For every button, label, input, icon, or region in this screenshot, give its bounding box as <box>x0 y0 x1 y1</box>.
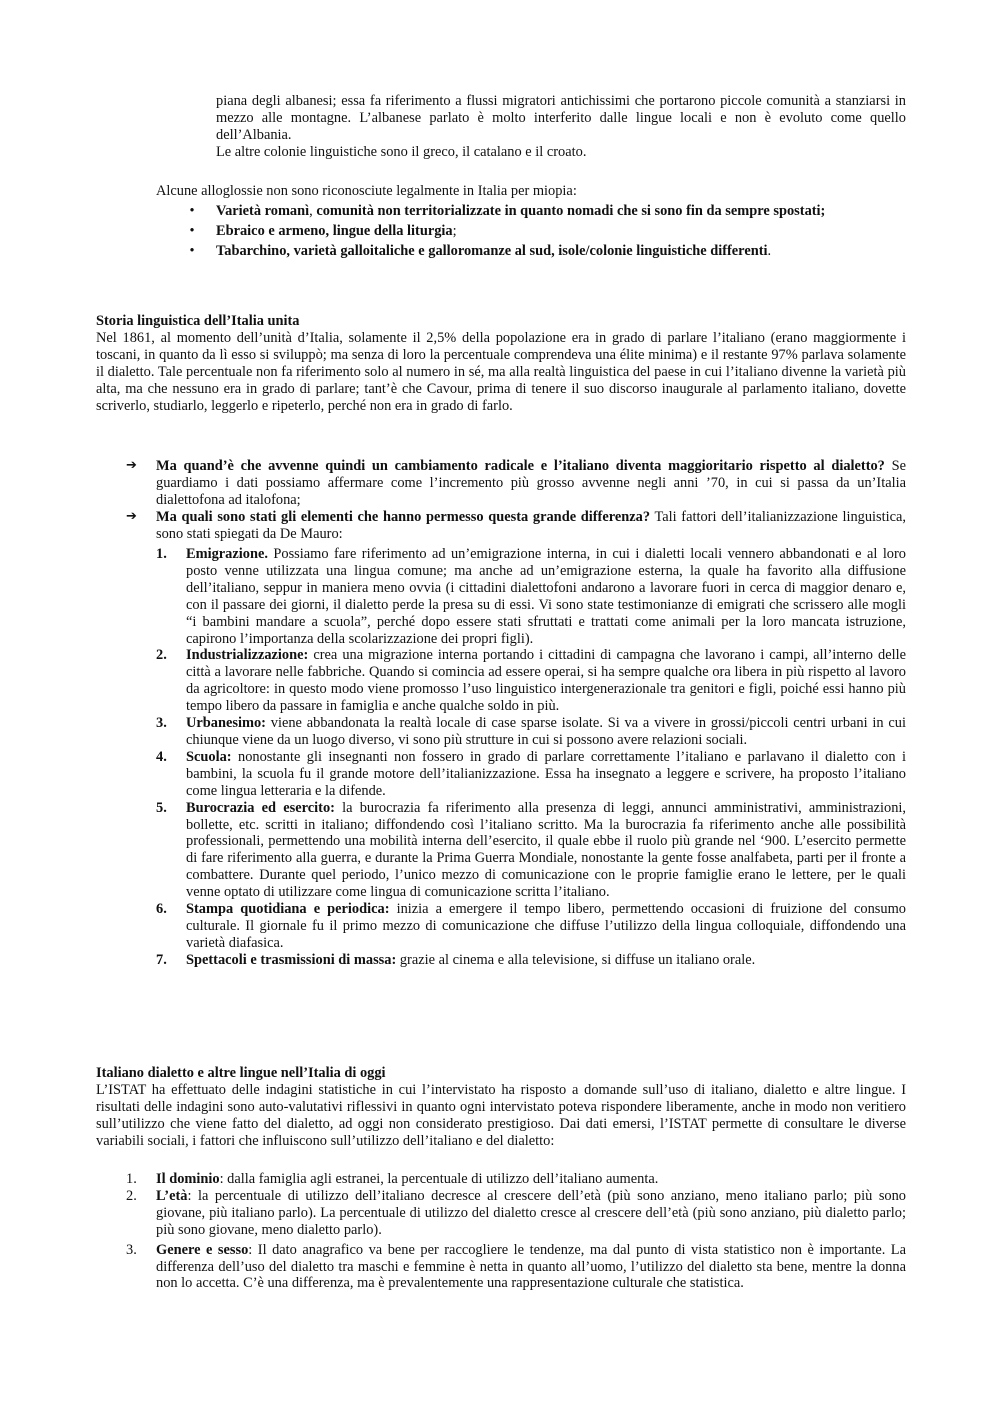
list-item <box>189 242 906 260</box>
item-title: L’età <box>156 1187 188 1204</box>
list-item <box>156 901 906 952</box>
list-item <box>156 799 906 901</box>
item-text: : la percentuale di utilizzo dell’italiano decresce al crescere dell’età (più sono anziano, meno italiano parlo; più sono giovane, più italiano parlo). La percentuale di utilizzo del dialetto cresce al crescere dell’età (più sono anziano, più dialetto parlo; più sono giovane, meno dialetto parlo). <box>156 1187 906 1238</box>
alloglossie-lead: Alcune alloglossie non sono riconosciute legalmente in Italia per miopia: <box>156 183 577 199</box>
item-number: 1. <box>156 546 167 562</box>
item-title: Stampa quotidiana e periodica: <box>186 901 390 918</box>
item-text: , <box>309 203 317 219</box>
item-bold: Ebraico e armeno, lingue della liturgia <box>216 222 453 239</box>
question-item <box>126 508 906 543</box>
list-item <box>126 1171 906 1188</box>
question-bold: Ma quand’è che avvenne quindi un cambiamento radicale e l’italiano diventa maggioritario rispetto al dialetto? <box>156 458 885 474</box>
item-number: 6. <box>156 901 167 918</box>
item-number: 7. <box>156 951 167 968</box>
item-title: Burocrazia ed esercito: <box>186 799 335 816</box>
item-title: Genere e sesso <box>156 1241 249 1258</box>
list-item <box>156 715 906 749</box>
item-text: : Il dato anagrafico va bene per raccogliere le tendenze, ma dal punto di vista statistico non è importante. La differenza dell’uso del dialetto tra maschi e femmine è netta in quanto all’uomo, l’utilizzo del dialetto sta bene, mentre la donna non lo accetta. C’è una differenza, ma è prevalentemente una rappresentazione culturale che statistica. <box>156 1241 906 1292</box>
item-number: 2. <box>156 647 167 664</box>
item-text: : dalla famiglia agli estranei, la percentuale di utilizzo dell’italiano aumenta. <box>219 1171 659 1187</box>
item-number: 3. <box>126 1241 137 1258</box>
list-item <box>156 748 906 800</box>
item-text: inizia a emergere il tempo libero, permettendo occasioni di fruizione del consumo culturale. Il giornale fu il primo mezzo di comunicazione che diffuse l’utilizzo della lingua colloquiale, diffondendo una varietà diafasica. <box>186 901 906 951</box>
item-text: ; <box>452 222 457 239</box>
item-title: Scuola: <box>186 748 232 765</box>
intro-paragraph: piana degli albanesi; essa fa riferimento a flussi migratori antichissimi che portarono piccole comunità a stanziarsi in mezzo alle montagne. L’albanese parlato è molto interferito dalle lingue locali e non è evoluto come quello dell’Albania. <box>216 93 906 143</box>
oggi-section <box>96 1065 906 1150</box>
item-title: Spettacoli e trasmissioni di massa: <box>186 951 397 968</box>
item-text: nonostante gli insegnanti non fossero in grado di parlare correttamente l’italiano e parlavano il dialetto con i bambini, la scuola fu il grande motore dell’italianizzazione. Essa ha insegnato a leggere e scrivere, ha proposto l’italiano come lingua letteraria e la difende. <box>186 748 906 799</box>
item-number: 2. <box>126 1187 137 1204</box>
oggi-paragraph: L’ISTAT ha effettuato delle indagini statistiche in cui l’intervistato ha risposto a domande sull’uso di italiano, dialetto e altre lingue. I risultati delle indagini sono auto-valutativi riflessivi in quanto ogni intervistato poteva rispondere liberamente, anche in modo non veritiero sull’utilizzo che viene fatto del dialetto, ad oggi non considerato prestigioso. Dai dati emersi, l’ISTAT permette di consultare le diverse variabili sociali, i fattori che influiscono sull’utilizzo dell’italiano e del dialetto: <box>96 1081 906 1149</box>
storia-paragraph: Nel 1861, al momento dell’unità d’Italia, solamente il 2,5% della popolazione era in grado di parlare l’italiano (erano maggiormente i toscani, in quanto da lì esso si sviluppò; ma senza di loro la percentuale comprendeva una élite minima) e il restante 97% parlava solamente il dialetto. Tale percentuale non fa riferimento solo al numero in sé, ma alla realtà linguistica del paese in cui l’italiano divenne la varietà più alta, ma che nessuno era in grado di parlare; tant’è che Cavour, prima di tenere il suo discorso inaugurale al parlamento italiano, dovette scriverlo, studiarlo, leggerlo e ripeterlo, perché non era in grado di farlo. <box>96 329 906 414</box>
bullet-icon: • <box>189 203 195 219</box>
item-title: Il dominio <box>156 1171 220 1187</box>
list-item <box>156 951 906 969</box>
list-item <box>126 1187 906 1239</box>
bullet-icon: • <box>189 222 195 239</box>
intro-section <box>216 93 906 161</box>
storia-section <box>96 313 906 414</box>
item-text: Possiamo fare riferimento ad un’emigrazione interna, in cui i dialetti locali vennero abbandonati e al loro posto venne utilizzata una lingua comune; ma anche ad un’emigrazione esterna, la quale ha favorito alla diffusione dell’italiano, seppur in maniera meno ovvia (i cittadini dialettofoni andarono a lavorare fuori in cerca di maggior denaro e, con il passare dei giorni, il dialetto perde la presa su di essi. Vi sono state testimonianze di emigrati che scrissero alle mogli “i bambini mandare a scuola”, perché dopo essere stati sfruttati e trattati come animali per la loro mancata istruzione, capirono l’importanza della scolarizzazione dei propri figli). <box>186 546 906 647</box>
section-heading: Storia linguistica dell’Italia unita <box>96 313 300 329</box>
intro-paragraph-2: Le altre colonie linguistiche sono il greco, il catalano e il croato. <box>216 143 587 160</box>
item-text: crea una migrazione interna portando i cittadini di campagna che lavorano i campi, all’interno delle città a lavorare nelle fabbriche. Quando si comincia ad essere operai, si ha sempre qualche ora libera in più rispetto al lavoro da agricoltore: in questo modo viene promosso l’uso linguistico intergenerazionale tra genitori e figli, poiché essi hanno più tempo libero da passare in famiglia e anche qualche soldo in più. <box>186 647 906 715</box>
item-text: grazie al cinema e alla televisione, si diffuse un italiano orale. <box>396 951 756 968</box>
item-title: Emigrazione. <box>186 546 268 562</box>
item-number: 3. <box>156 715 167 732</box>
alloglossie-section <box>156 183 906 200</box>
item-number: 5. <box>156 799 167 816</box>
item-text: la burocrazia fa riferimento alla presenza di leggi, annunci amministrativi, amministrazioni, bollette, etc. scritti in italiano; diffondendo così l’italiano scritto. Ma la burocrazia fa riferimento anche alle possibilità professionali, permettendo una mobilità interna dell’esercito, il quale ebbe il ruolo più grande nel ‘900. L’esercito permette di fare riferimento alla guerra, e durante la Prima Guerra Mondiale, nonostante la gente fosse analfabeta, parti per il fronte a combattere. Durante quel periodo, l’unico mezzo di comunicazione con le proprie famiglie erano le lettere, per le quali venne optato di utilizzare come lingua di comunicazione scritta l’italiano. <box>186 799 906 901</box>
item-bold-2: comunità non territorializzate in quanto nomadi che si sono fin da sempre spostati; <box>316 203 826 219</box>
item-bold: Tabarchino, varietà galloitaliche e galloromanze al sud, isole/colonie linguistiche differenti <box>216 242 768 259</box>
section-heading: Italiano dialetto e altre lingue nell’Italia di oggi <box>96 1065 386 1081</box>
oggi-list <box>126 1171 906 1292</box>
question-bold: Ma quali sono stati gli elementi che hanno permesso questa grande differenza? <box>156 508 651 525</box>
list-item <box>156 647 906 715</box>
list-item <box>189 203 906 220</box>
item-title: Industrializzazione: <box>186 647 309 664</box>
storia-questions <box>126 458 906 543</box>
list-item <box>126 1241 906 1293</box>
item-title: Urbanesimo: <box>186 715 266 732</box>
item-text: . <box>767 242 772 259</box>
arrow-right-icon: ➔ <box>126 508 137 524</box>
bullet-icon: • <box>189 242 195 259</box>
item-number: 1. <box>126 1171 137 1187</box>
alloglossie-list <box>189 203 906 260</box>
item-text: viene abbandonata la realtà locale di case sparse isolate. Si va a vivere in grossi/piccoli centri urbani in cui chiunque viene da un luogo diverso, vi sono più strutture in cui si possono avere relazioni sociali. <box>186 715 906 748</box>
question-text: Tali fattori dell’italianizzazione linguistica, sono stati spiegati da De Mauro: <box>156 508 906 542</box>
factors-list <box>156 546 906 969</box>
arrow-right-icon: ➔ <box>126 458 137 473</box>
list-item <box>189 222 906 240</box>
question-text: Se guardiamo i dati possiamo affermare come l’incremento più grosso avvenne negli anni ’70, in cui si passa da un’Italia dialettofona ad italofona; <box>156 458 906 508</box>
item-number: 4. <box>156 748 167 765</box>
question-item <box>126 458 906 509</box>
list-item <box>156 546 906 647</box>
item-bold: Varietà romanì <box>216 203 310 219</box>
